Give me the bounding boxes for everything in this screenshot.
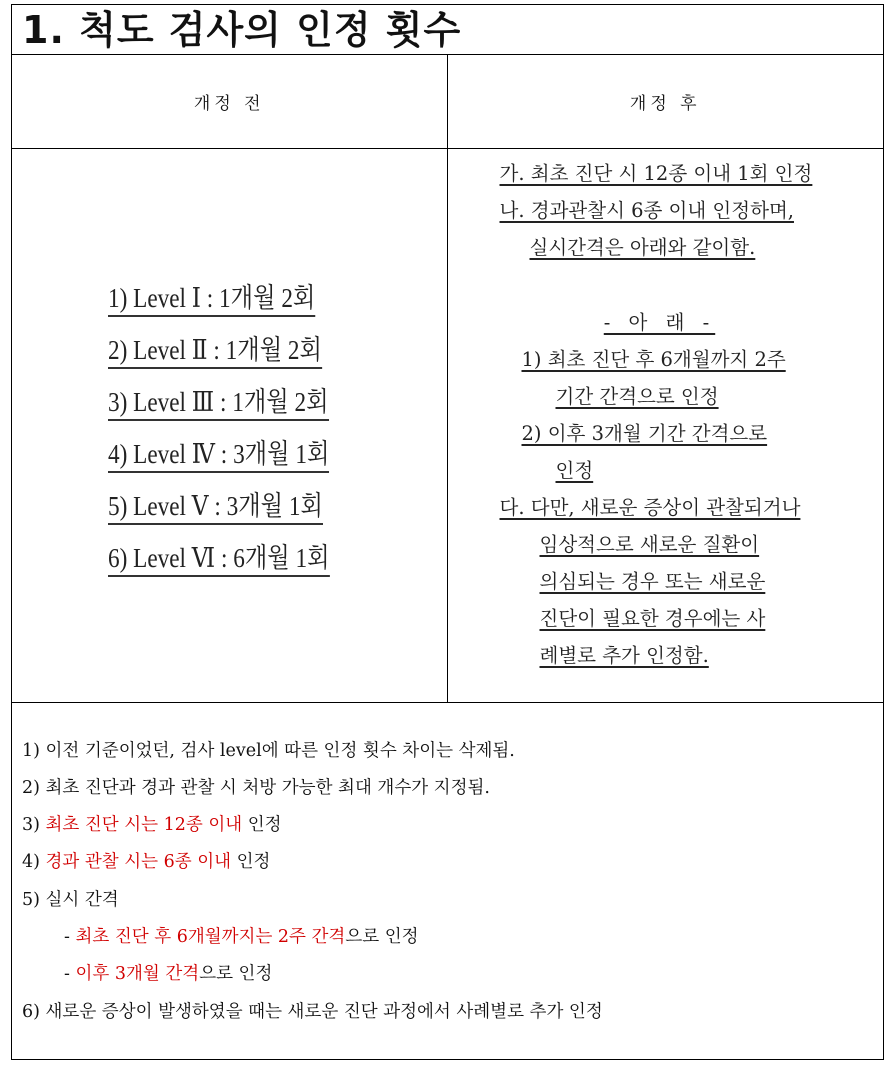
after-item-da-line5: 례별로 추가 인정함. xyxy=(539,644,709,667)
note-3 xyxy=(22,811,282,836)
note-4-highlight: 경과 관찰 시는 6종 이내 xyxy=(45,852,232,872)
note-5a-prefix: - xyxy=(64,927,76,947)
after-sub1-line1: 1) 최초 진단 후 6개월까지 2주 xyxy=(521,348,786,371)
note-3-highlight: 최초 진단 시는 12종 이내 xyxy=(45,815,243,835)
after-item-da-line3: 의심되는 경우 또는 새로운 xyxy=(539,570,766,593)
after-sub1-line2: 기간 간격으로 인정 xyxy=(555,385,719,408)
comparison-table xyxy=(11,54,884,703)
note-4-prefix: 4) xyxy=(22,852,46,872)
after-sub2-line2: 인정 xyxy=(555,459,594,482)
after-arae-heading: - 아 래 - xyxy=(603,311,716,334)
level-item: 5) Level Ⅴ : 3개월 1회 xyxy=(108,490,323,525)
after-item-da-line1: 다. 다만, 새로운 증상이 관찰되거나 xyxy=(499,496,801,519)
note-5a xyxy=(64,923,419,948)
header-before: 개정 전 xyxy=(12,55,448,149)
note-5a-suffix: 으로 인정 xyxy=(345,927,419,947)
note-5b-suffix: 으로 인정 xyxy=(199,964,273,984)
page-title: 1. 척도 검사의 인정 횟수 xyxy=(11,4,884,54)
before-cell xyxy=(12,149,448,703)
note-3-suffix: 인정 xyxy=(242,815,282,835)
note-5a-highlight: 최초 진단 후 6개월까지는 2주 간격 xyxy=(75,927,346,947)
level-item: 3) Level Ⅲ : 1개월 2회 xyxy=(108,386,329,421)
note-5b xyxy=(64,960,272,985)
after-sub2-line1: 2) 이후 3개월 기간 간격으로 xyxy=(521,422,768,445)
level-item: 6) Level Ⅵ : 6개월 1회 xyxy=(108,542,330,577)
after-item-na-line1: 나. 경과관찰시 6종 이내 인정하며, xyxy=(499,199,794,222)
notes-box xyxy=(11,701,884,1060)
level-item: 2) Level Ⅱ : 1개월 2회 xyxy=(108,334,322,369)
note-2: 2) 최초 진단과 경과 관찰 시 처방 가능한 최대 개수가 지정됨. xyxy=(22,778,490,798)
after-content xyxy=(500,155,840,674)
header-after: 개정 후 xyxy=(447,55,884,149)
note-4-suffix: 인정 xyxy=(231,852,271,872)
after-cell xyxy=(447,149,884,703)
after-item-da-line4: 진단이 필요한 경우에는 사 xyxy=(539,607,766,630)
note-3-prefix: 3) xyxy=(22,815,46,835)
level-item: 4) Level Ⅳ : 3개월 1회 xyxy=(108,438,329,473)
after-item-ga: 가. 최초 진단 시 12종 이내 1회 인정 xyxy=(499,162,813,185)
note-5b-highlight: 이후 3개월 간격 xyxy=(75,964,200,984)
note-4 xyxy=(22,848,270,873)
note-1: 1) 이전 기준이었던, 검사 level에 따른 인정 횟수 차이는 삭제됨. xyxy=(22,741,515,761)
level-item: 1) Level Ⅰ : 1개월 2회 xyxy=(108,282,315,317)
level-list xyxy=(108,282,366,594)
after-item-da-line2: 임상적으로 새로운 질환이 xyxy=(539,533,760,556)
note-5: 5) 실시 간격 xyxy=(22,890,119,910)
after-item-na-line2: 실시간격은 아래와 같이함. xyxy=(529,236,756,259)
note-6: 6) 새로운 증상이 발생하였을 때는 새로운 진단 과정에서 사례별로 추가 인정 xyxy=(22,1002,603,1022)
note-5b-prefix: - xyxy=(64,964,76,984)
